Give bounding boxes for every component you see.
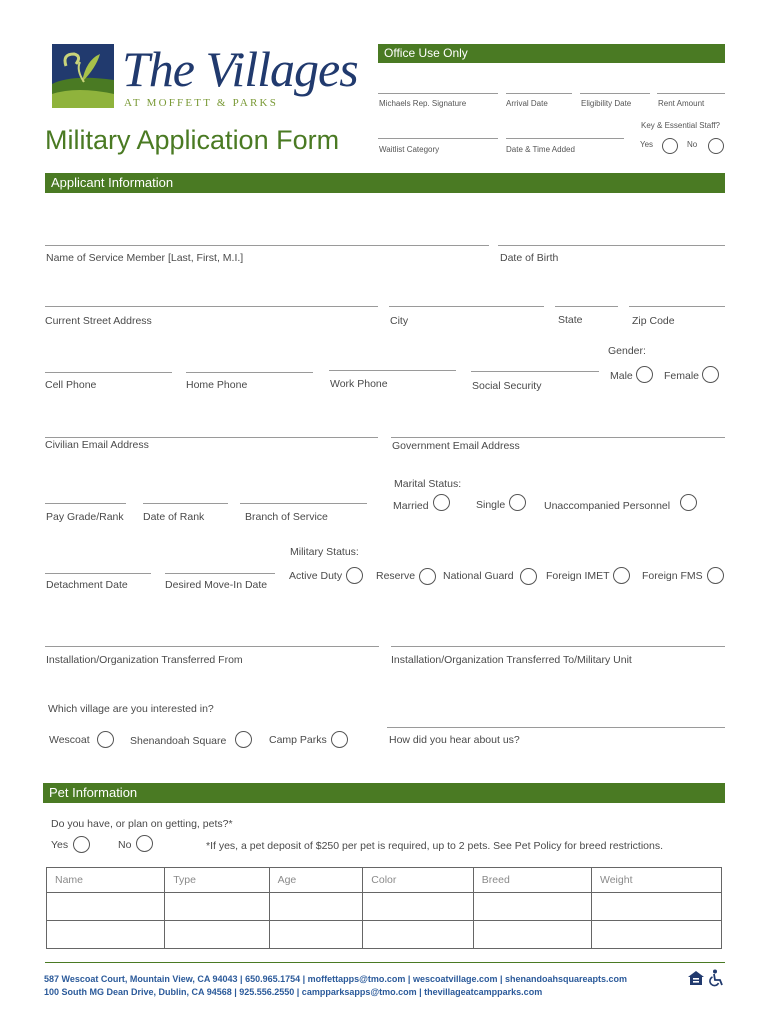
married-radio[interactable] xyxy=(433,494,450,511)
waitlist-line[interactable] xyxy=(378,138,498,139)
active-duty-label: Active Duty xyxy=(289,570,343,582)
pet-cell[interactable] xyxy=(165,921,269,949)
move-in-field[interactable] xyxy=(165,573,275,574)
reserve-label: Reserve xyxy=(376,570,416,582)
married-label: Married xyxy=(393,500,429,512)
transfer-from-field[interactable] xyxy=(45,646,379,647)
pet-cell[interactable] xyxy=(592,893,722,921)
male-label: Male xyxy=(610,370,633,382)
logo-emblem-icon xyxy=(52,44,114,108)
footer-address-1: 587 Wescoat Court, Mountain View, CA 94043 | 650.965.1754 | moffettapps@tmo.com | wescoatvillage.com | shenandoahsquareapts.com xyxy=(44,974,628,984)
reserve-radio[interactable] xyxy=(419,568,436,585)
waitlist-label: Waitlist Category xyxy=(379,145,440,154)
equal-housing-icon xyxy=(687,970,705,986)
branch-field[interactable] xyxy=(240,503,367,504)
state-label: State xyxy=(558,314,583,326)
name-label: Name of Service Member [Last, First, M.I.] xyxy=(46,252,244,264)
civ-email-label: Civilian Email Address xyxy=(45,439,149,451)
michaels-rep-label: Michaels Rep. Signature xyxy=(379,99,467,108)
street-field[interactable] xyxy=(45,306,378,307)
gender-label: Gender: xyxy=(608,345,646,357)
col-age: Age xyxy=(269,868,363,893)
unaccompanied-radio[interactable] xyxy=(680,494,697,511)
office-use-header: Office Use Only xyxy=(378,44,725,63)
foreign-imet-label: Foreign IMET xyxy=(546,570,610,582)
move-in-label: Desired Move-In Date xyxy=(165,579,268,591)
camp-parks-label: Camp Parks xyxy=(269,734,327,746)
pet-cell[interactable] xyxy=(165,893,269,921)
national-guard-label: National Guard xyxy=(443,570,514,582)
key-staff-yes-radio[interactable] xyxy=(662,138,678,154)
name-field[interactable] xyxy=(45,245,489,246)
col-type: Type xyxy=(165,868,269,893)
national-guard-radio[interactable] xyxy=(520,568,537,585)
pet-yes-label: Yes xyxy=(51,839,69,851)
pet-cell[interactable] xyxy=(269,921,363,949)
michaels-rep-line[interactable] xyxy=(378,93,498,94)
foreign-fms-radio[interactable] xyxy=(707,567,724,584)
pet-no-radio[interactable] xyxy=(136,835,153,852)
col-breed: Breed xyxy=(473,868,591,893)
pet-no-label: No xyxy=(118,839,132,851)
brand-name: The Villages xyxy=(122,41,358,97)
brand-subtitle: AT MOFFETT & PARKS xyxy=(124,97,279,109)
col-name: Name xyxy=(47,868,165,893)
applicant-info-header: Applicant Information xyxy=(45,173,725,193)
pet-info-header: Pet Information xyxy=(43,783,725,803)
single-radio[interactable] xyxy=(509,494,526,511)
footer-divider xyxy=(45,962,725,963)
pay-grade-field[interactable] xyxy=(45,503,126,504)
branch-label: Branch of Service xyxy=(245,511,328,523)
camp-parks-radio[interactable] xyxy=(331,731,348,748)
unaccompanied-label: Unaccompanied Personnel xyxy=(544,500,671,512)
zip-field[interactable] xyxy=(629,306,725,307)
home-field[interactable] xyxy=(186,372,313,373)
hear-about-label: How did you hear about us? xyxy=(389,734,520,746)
pet-question: Do you have, or plan on getting, pets?* xyxy=(51,818,233,830)
cell-field[interactable] xyxy=(45,372,172,373)
active-duty-radio[interactable] xyxy=(346,567,363,584)
ssn-label: Social Security xyxy=(472,380,542,392)
col-weight: Weight xyxy=(592,868,722,893)
gov-email-field[interactable] xyxy=(391,437,725,438)
arrival-date-line[interactable] xyxy=(506,93,572,94)
eligibility-date-line[interactable] xyxy=(580,93,650,94)
foreign-fms-label: Foreign FMS xyxy=(642,570,703,582)
pet-cell[interactable] xyxy=(473,921,591,949)
single-label: Single xyxy=(476,499,506,511)
city-field[interactable] xyxy=(389,306,544,307)
pet-cell[interactable] xyxy=(363,893,474,921)
military-status-label: Military Status: xyxy=(290,546,359,558)
shenandoah-label: Shenandoah Square xyxy=(130,735,227,747)
eligibility-date-label: Eligibility Date xyxy=(581,99,632,108)
rent-amount-label: Rent Amount xyxy=(658,99,705,108)
which-village-label: Which village are you interested in? xyxy=(48,703,214,715)
street-label: Current Street Address xyxy=(45,315,152,327)
pay-grade-label: Pay Grade/Rank xyxy=(46,511,124,523)
pet-cell[interactable] xyxy=(592,921,722,949)
male-radio[interactable] xyxy=(636,366,653,383)
state-field[interactable] xyxy=(555,306,618,307)
detach-field[interactable] xyxy=(45,573,151,574)
transfer-to-label: Installation/Organization Transferred To/Military Unit xyxy=(391,654,632,666)
accessibility-icon xyxy=(708,969,724,987)
marital-label: Marital Status: xyxy=(394,478,462,490)
date-rank-field[interactable] xyxy=(143,503,228,504)
transfer-to-field[interactable] xyxy=(391,646,725,647)
hear-about-field[interactable] xyxy=(387,727,725,728)
pet-cell[interactable] xyxy=(47,921,165,949)
key-staff-label: Key & Essential Staff? xyxy=(641,121,721,130)
key-staff-no-radio[interactable] xyxy=(708,138,724,154)
gov-email-label: Government Email Address xyxy=(392,440,520,452)
zip-label: Zip Code xyxy=(632,315,675,327)
transfer-from-label: Installation/Organization Transferred From xyxy=(46,654,243,666)
table-row xyxy=(47,921,722,949)
footer-address-2: 100 South MG Dean Drive, Dublin, CA 94568 | 925.556.2550 | campparksapps@tmo.com | thevillageatcampparks.com xyxy=(44,987,543,997)
female-label: Female xyxy=(664,370,700,382)
key-staff-no-label: No xyxy=(687,140,698,149)
pet-cell[interactable] xyxy=(269,893,363,921)
pet-cell[interactable] xyxy=(47,893,165,921)
table-row xyxy=(47,893,722,921)
civ-email-field[interactable] xyxy=(45,437,378,438)
pet-table-header-row xyxy=(47,868,722,893)
city-label: City xyxy=(390,315,409,327)
pet-cell[interactable] xyxy=(473,893,591,921)
home-label: Home Phone xyxy=(186,379,248,391)
cell-label: Cell Phone xyxy=(45,379,97,391)
work-field[interactable] xyxy=(329,370,456,371)
date-time-added-line[interactable] xyxy=(506,138,624,139)
dob-field[interactable] xyxy=(498,245,725,246)
dob-label: Date of Birth xyxy=(500,252,559,264)
foreign-imet-radio[interactable] xyxy=(613,567,630,584)
wescoat-radio[interactable] xyxy=(97,731,114,748)
page-title: Military Application Form xyxy=(45,125,340,155)
wescoat-label: Wescoat xyxy=(49,734,90,746)
key-staff-yes-label: Yes xyxy=(640,140,654,149)
arrival-date-label: Arrival Date xyxy=(506,99,548,108)
work-label: Work Phone xyxy=(330,378,388,390)
detach-label: Detachment Date xyxy=(46,579,128,591)
shenandoah-radio[interactable] xyxy=(235,731,252,748)
female-radio[interactable] xyxy=(702,366,719,383)
pet-cell[interactable] xyxy=(363,921,474,949)
col-color: Color xyxy=(363,868,474,893)
rent-amount-line[interactable] xyxy=(657,93,725,94)
pet-deposit-note: *If yes, a pet deposit of $250 per pet is required, up to 2 pets. See Pet Policy for breed restrictions. xyxy=(206,840,664,852)
ssn-field[interactable] xyxy=(471,371,599,372)
pet-yes-radio[interactable] xyxy=(73,836,90,853)
date-time-added-label: Date & Time Added xyxy=(506,145,575,154)
date-rank-label: Date of Rank xyxy=(143,511,205,523)
pet-table xyxy=(46,867,722,949)
